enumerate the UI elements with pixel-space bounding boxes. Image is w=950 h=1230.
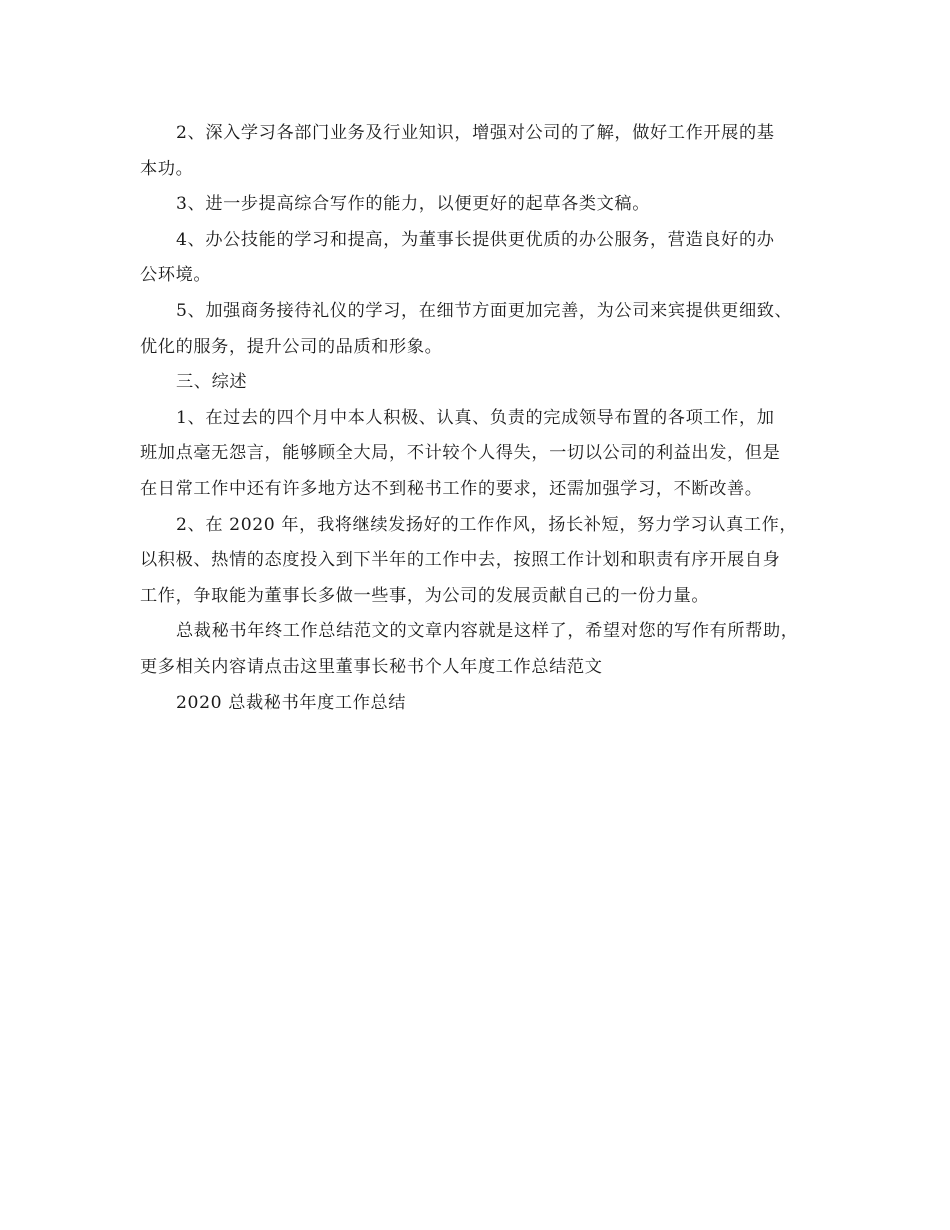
text-line: 2、在 2020 年，我将继续发扬好的工作作风，扬长补短，努力学习认真工作，	[176, 514, 798, 535]
text-line: 三、综述	[176, 372, 248, 393]
text-line: 班加点毫无怨言，能够顾全大局，不计较个人得失，一切以公司的利益出发，但是	[140, 443, 781, 464]
section-heading-summary	[140, 365, 820, 401]
paragraph-summary-1	[140, 401, 820, 508]
text-line: 总裁秘书年终工作总结范文的文章内容就是这样了，希望对您的写作有所帮助，	[176, 621, 799, 642]
text-line: 工作，争取能为董事长多做一些事，为公司的发展贡献自己的一份力量。	[140, 585, 710, 606]
paragraph-closing-note	[140, 614, 820, 685]
text-line: 公环境。	[140, 265, 212, 286]
text-line: 以积极、热情的态度投入到下半年的工作中去，按照工作计划和职责有序开展自身	[140, 550, 781, 571]
paragraph-item-3-writing	[140, 187, 820, 223]
paragraph-summary-2	[140, 508, 820, 615]
text-line: 优化的服务，提升公司的品质和形象。	[140, 336, 443, 357]
text-line: 5、加强商务接待礼仪的学习，在细节方面更加完善，为公司来宾提供更细致、	[176, 300, 793, 321]
text-line: 4、办公技能的学习和提高，为董事长提供更优质的办公服务，营造良好的办	[176, 229, 775, 250]
paragraph-item-2-study	[140, 116, 820, 187]
text-line: 2、深入学习各部门业务及行业知识，增强对公司的了解，做好工作开展的基	[176, 123, 775, 143]
text-line: 1、在过去的四个月中本人积极、认真、负责的完成领导布置的各项工作，加	[176, 407, 775, 428]
paragraph-item-5-etiquette	[140, 294, 820, 365]
text-line: 2020 总裁秘书年度工作总结	[176, 692, 407, 713]
text-line: 更多相关内容请点击这里董事长秘书个人年度工作总结范文	[140, 656, 603, 677]
text-line: 3、进一步提高综合写作的能力，以便更好的起草各类文稿。	[176, 194, 651, 215]
paragraph-item-4-office-skills	[140, 223, 820, 294]
paragraph-related-title	[140, 686, 820, 722]
text-line: 本功。	[140, 158, 194, 179]
document-body	[140, 116, 820, 721]
text-line: 在日常工作中还有许多地方达不到秘书工作的要求，还需加强学习，不断改善。	[140, 478, 763, 499]
